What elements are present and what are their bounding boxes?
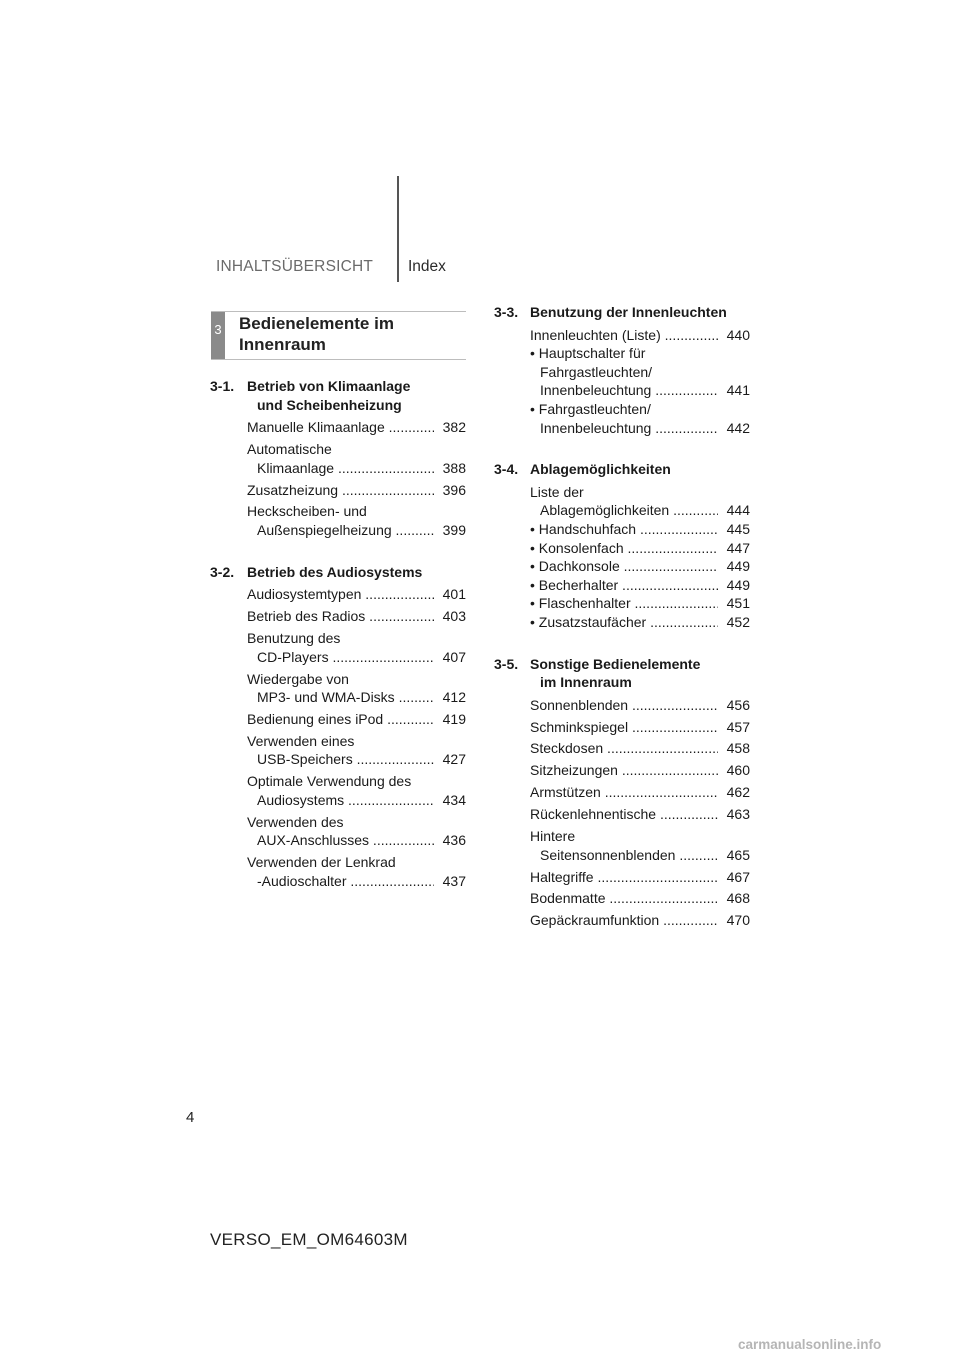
toc-entry-line: Manuelle Klimaanlage ..... [247,418,434,437]
toc-entry-line: Armstützen ..... [530,783,718,802]
section-spacer [494,636,750,655]
toc-entry[interactable] [530,539,750,558]
toc-entry-line: MP3- und WMA-Disks ..... [247,688,434,707]
section-heading[interactable] [210,377,466,414]
toc-entry[interactable] [530,594,750,613]
toc-entry-title [247,670,434,707]
toc-entry-title [530,326,718,345]
chapter-title [239,313,394,355]
toc-entry-title [247,481,434,500]
section-title-line: Ablagemöglichkeiten [530,461,671,478]
toc-entry-page: 467 [726,868,750,885]
section-title-line: Benutzung der Innenleuchten [530,304,727,320]
toc-entry-line: Audiosystems ..... [247,791,434,810]
toc-entry[interactable] [247,481,466,500]
toc-entry[interactable] [530,326,750,345]
toc-section [494,303,750,437]
toc-entry-page: 452 [726,613,750,630]
toc-entry-line: Betrieb des Radios ..... [247,607,434,626]
toc-entry-line: Steckdosen ..... [530,739,718,758]
toc-entry-page: 465 [726,846,750,863]
toc-entry-page: 401 [442,586,466,603]
toc-entry[interactable] [530,739,750,758]
section-spacer [210,544,466,563]
section-number: 3-4. [494,461,519,478]
toc-entry-page: 449 [726,576,750,593]
toc-entry[interactable] [247,629,466,666]
toc-entry-line: AUX-Anschlusses ..... [247,831,434,850]
toc-entry-page: 399 [442,522,466,539]
toc-entry-title [247,585,434,604]
toc-entry-title [530,344,718,400]
toc-entry-title [530,400,718,437]
toc-entry-line: Liste der [530,483,584,500]
header-divider [397,176,399,282]
header-index-link[interactable]: Index [408,258,446,275]
section-spacer [494,441,750,460]
toc-entry-page: 382 [442,419,466,436]
toc-column-right [494,303,750,934]
section-title-line: im Innenraum [540,674,632,691]
toc-entry-line: Heckscheiben- und [247,503,367,520]
toc-entry-title [530,868,718,887]
section-title-line: Sonstige Bedienelemente [530,655,701,672]
toc-entry-line: • Handschuhfach ..... [530,520,718,539]
section-title-line: Betrieb des Audiosystems [247,563,423,580]
toc-entry-page: 456 [726,696,750,713]
section-number: 3-2. [210,563,235,580]
toc-entry-line: Verwenden der Lenkrad [247,854,396,871]
toc-entry[interactable] [530,911,750,930]
toc-entry-line: Innenleuchten (Liste) ..... [530,326,718,345]
section-entries [494,483,750,632]
toc-entry[interactable] [530,696,750,715]
toc-entry[interactable] [530,805,750,824]
toc-entry[interactable] [247,772,466,809]
toc-entry-title [247,853,434,890]
toc-entry-line: Gepäckraumfunktion ..... [530,911,718,930]
toc-entry-line: Seitensonnenblenden ..... [530,846,718,865]
section-heading[interactable] [494,655,750,692]
toc-entry-line: Fahrgastleuchten/ [540,363,653,380]
toc-entry-title [530,576,718,595]
toc-entry-line: Audiosystemtypen ..... [247,585,434,604]
toc-entry-line: • Konsolenfach ..... [530,539,718,558]
toc-entry-title [530,739,718,758]
chapter-title-line2: Innenraum [239,335,326,354]
toc-entry-page: 458 [726,740,750,757]
section-heading[interactable] [494,460,750,479]
toc-entry[interactable] [530,889,750,908]
toc-entry-title [530,761,718,780]
toc-entry-title [530,783,718,802]
toc-entry-page: 440 [726,326,750,343]
toc-entry-title [530,827,718,864]
toc-entry-line: • Dachkonsole ..... [530,557,718,576]
section-title [530,303,750,322]
toc-entry[interactable] [247,732,466,769]
toc-entry[interactable] [247,607,466,626]
toc-entry-title [530,483,718,520]
toc-entry-title [530,557,718,576]
toc-entry-title [247,418,434,437]
toc-entry[interactable] [247,853,466,890]
chapter-number-tab: 3 [211,312,225,359]
chapter-title-line1: Bedienelemente im [239,314,394,333]
section-title [530,460,750,479]
toc-entry-line: • Zusatzstaufächer ..... [530,613,718,632]
page-number: 4 [186,1109,195,1126]
toc-entry-line: • Hauptschalter für [530,345,646,362]
chapter-heading [211,311,466,360]
toc-entry-line: • Fahrgastleuchten/ [530,400,651,417]
toc-entry-line: Automatische [247,441,332,458]
toc-entry[interactable] [247,585,466,604]
toc-entry-page: 462 [726,784,750,801]
header-contents-link[interactable]: INHALTSÜBERSICHT [216,258,374,275]
toc-entry[interactable] [530,576,750,595]
toc-entry[interactable] [530,718,750,737]
toc-section [494,655,750,930]
toc-entry-line: Klimaanlage ..... [247,459,434,478]
toc-entry-title [530,696,718,715]
toc-entry-page: 427 [442,751,466,768]
toc-entry-line: Schminkspiegel ..... [530,718,718,737]
toc-entry-page: 407 [442,648,466,665]
toc-entry-title [247,502,434,539]
toc-entry-line: Verwenden eines [247,732,355,749]
toc-entry-page: 437 [442,872,466,889]
toc-entry[interactable] [530,613,750,632]
toc-section [210,377,466,540]
toc-entry-line: Hintere [530,828,576,845]
toc-entry-page: 419 [442,710,466,727]
toc-entry-page: 460 [726,762,750,779]
toc-entry-page: 457 [726,718,750,735]
toc-entry[interactable] [530,520,750,539]
toc-entry-page: 412 [442,689,466,706]
toc-entry[interactable] [530,400,750,437]
toc-entry-line: Verwenden des [247,813,344,830]
toc-entry-title [530,889,718,908]
toc-entry-title [247,772,434,809]
toc-entry-title [530,594,718,613]
toc-entry-line: CD-Players ..... [247,648,434,667]
toc-entry-line: Innenbeleuchtung ..... [530,419,718,438]
section-entries [494,326,750,438]
toc-entry-title [247,813,434,850]
section-number: 3-1. [210,378,235,394]
toc-entry-page: 388 [442,459,466,476]
toc-entry-line: Bedienung eines iPod ..... [247,710,434,729]
toc-entry-page: 463 [726,806,750,823]
toc-entry-page: 468 [726,890,750,907]
section-title-line: und Scheibenheizung [257,396,402,413]
toc-entry-line: Optimale Verwendung des [247,773,412,790]
toc-entry-line: Rückenlehnentische ..... [530,805,718,824]
section-entries [494,696,750,930]
toc-entry-line: USB-Speichers ..... [247,750,434,769]
toc-entry-title [247,629,434,666]
toc-section [494,460,750,631]
toc-entry-line: • Becherhalter ..... [530,576,718,595]
toc-entry-title [530,613,718,632]
toc-entry-page: 442 [726,419,750,436]
toc-entry-title [247,732,434,769]
toc-entry-line: Sonnenblenden ..... [530,696,718,715]
section-title [530,655,750,692]
toc-entry-page: 403 [442,608,466,625]
toc-entry-line: Haltegriffe ..... [530,868,718,887]
toc-entry-line: • Flaschenhalter ..... [530,594,718,613]
toc-entry-title [530,805,718,824]
section-heading[interactable] [494,303,750,322]
toc-entry-page: 434 [442,791,466,808]
toc-entry[interactable] [247,502,466,539]
toc-entry-page: 447 [726,539,750,556]
toc-entry-page: 449 [726,558,750,575]
toc-entry[interactable] [247,813,466,850]
toc-section [210,563,466,891]
toc-entry[interactable] [530,761,750,780]
section-title [247,563,466,582]
toc-entry-line: -Audioschalter ..... [247,872,434,891]
toc-entry-line: Ablagemöglichkeiten ..... [530,501,718,520]
toc-entry-page: 441 [726,382,750,399]
toc-entry-title [530,520,718,539]
toc-entry-line: Außenspiegelheizung ..... [247,521,434,540]
toc-entry-page: 470 [726,912,750,929]
document-code: VERSO_EM_OM64603M [210,1230,408,1249]
toc-entry-line: Innenbeleuchtung ..... [530,381,718,400]
toc-entry[interactable] [530,483,750,520]
toc-entry[interactable] [247,670,466,707]
toc-entry-line: Benutzung des [247,630,341,647]
toc-entry-title [247,440,434,477]
toc-entry-page: 451 [726,595,750,612]
section-title [247,377,466,414]
toc-entry-line: Zusatzheizung ..... [247,481,434,500]
section-heading[interactable] [210,563,466,582]
toc-entry[interactable] [247,440,466,477]
toc-entry[interactable] [530,827,750,864]
toc-entry-page: 436 [442,832,466,849]
section-entries [210,585,466,890]
toc-entry-title [530,911,718,930]
toc-entry-title [247,607,434,626]
toc-entry[interactable] [530,783,750,802]
toc-entry-title [247,710,434,729]
toc-entry-line: Wiedergabe von [247,670,349,687]
toc-column-left [210,377,466,895]
section-number: 3-5. [494,655,519,672]
section-entries [210,418,466,539]
toc-entry[interactable] [530,344,750,400]
toc-entry[interactable] [530,557,750,576]
toc-entry-title [530,539,718,558]
toc-entry[interactable] [247,418,466,437]
toc-entry-page: 396 [442,481,466,498]
toc-entry[interactable] [530,868,750,887]
watermark-logo: carmanualsonline.info [738,1337,882,1352]
toc-entry[interactable] [247,710,466,729]
toc-entry-line: Sitzheizungen ..... [530,761,718,780]
toc-entry-page: 444 [726,502,750,519]
toc-entry-title [530,718,718,737]
toc-entry-line: Bodenmatte ..... [530,889,718,908]
section-number: 3-3. [494,304,519,320]
section-title-line: Betrieb von Klimaanlage [247,378,411,394]
toc-entry-page: 445 [726,520,750,537]
